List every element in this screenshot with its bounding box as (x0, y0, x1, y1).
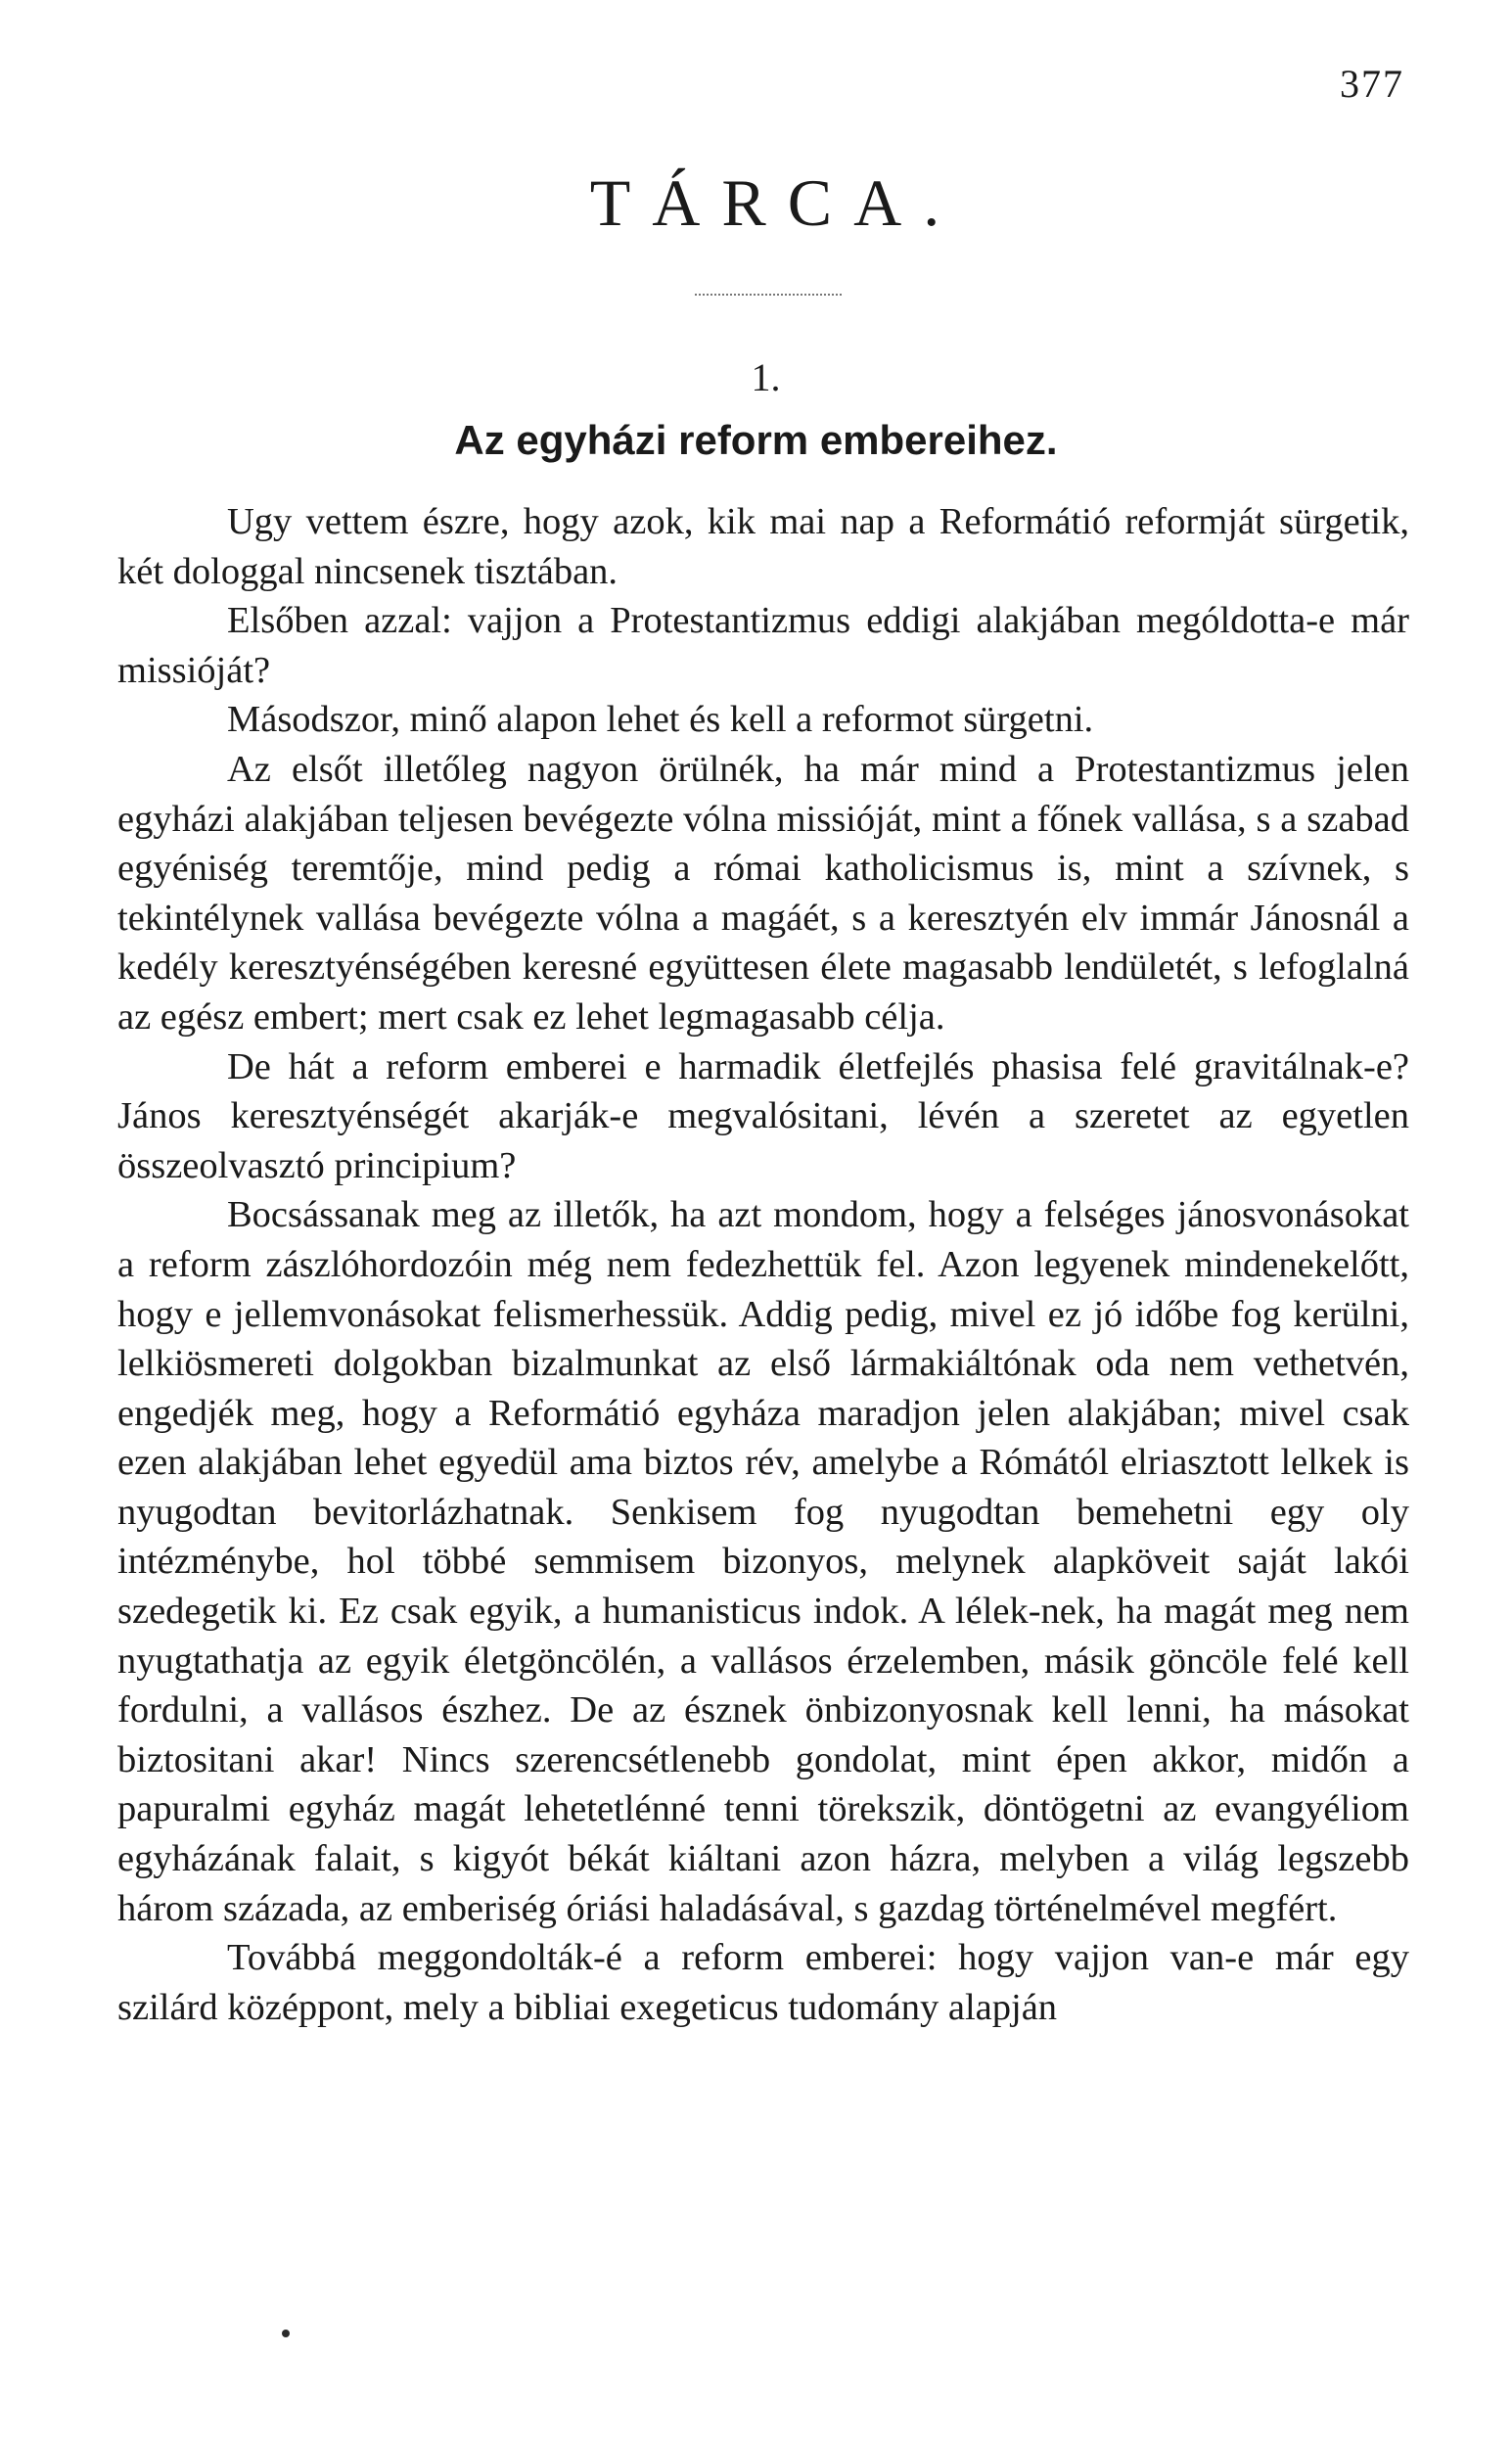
paragraph: Az elsőt illetőleg nagyon örülnék, ha már mind a Protestantizmus jelen egyházi alakjában teljesen bevégezte vólna missióját, mint a főnek vallása, s a szabad egyéniség teremtője, mind pedig a római katholicismus is, mint a szívnek, s tekintélynek vallása bevégezte vólna a magáét, s a keresztyén elv immár Jánosnál a kedély keresztyénségében keresné együttesen élete magasabb lendületét, s lefoglalná az egész embert; mert csak ez lehet legmagasabb célja. (117, 748, 1409, 1038)
title-divider (695, 294, 842, 296)
paragraph: De hát a reform emberei e harmadik életfejlés phasisa felé gravitálnak-e? János keresztyénségét akarják-e megvalósitani, lévén a szeretet az egyetlen összeolvasztó principium? (117, 1045, 1409, 1186)
article-heading: Az egyházi reform embereihez. (454, 417, 1058, 463)
article-number: 1. (751, 355, 781, 399)
article-body (117, 497, 1409, 2032)
paragraph: Ugy vettem észre, hogy azok, kik mai nap a Reformátió reformját sürgetik, két dologgal nincsenek tisztában. (117, 501, 1409, 592)
section-title: TÁRCA. (589, 165, 962, 240)
paragraph: Elsőben azzal: vajjon a Protestantizmus eddigi alakjában mególdotta-e már missióját? (117, 600, 1409, 691)
paragraph: Másodszor, minő alapon lehet és kell a reformot sürgetni. (227, 699, 1094, 741)
ink-dot (282, 2330, 290, 2337)
paragraph: Továbbá meggondolták-é a reform emberei: hogy vajjon van-e már egy szilárd középpont, mely a bibliai exegeticus tudomány alapján (117, 1937, 1409, 2028)
paragraph: Bocsássanak meg az illetők, ha azt mondom, hogy a felséges jánosvonásokat a reform zászlóhordozóin még nem fedezhettük fel. Azon legyenek mindenekelőtt, hogy e jellemvonásokat felismerhessük. Addig pedig, mivel ez jó időbe fog kerülni, lelkiösmereti dolgokban bizalmunkat az első lármakiáltónak oda nem vethetvén, engedjék meg, hogy a Reformátió egyháza maradjon jelen alakjában; mivel csak ezen alakjában lehet egyedül ama biztos rév, amelybe a Rómától elriasztott lelkek is nyugodtan bevitorlázhatnak. Senkisem fog nyugodtan bemehetni egy oly intézménybe, hol többé semmisem bizonyos, melynek alapköveit saját lakói szedegetik ki. Ez csak egyik, a humanisticus indok. A lélek-nek, ha magát meg nem nyugtathatja az egyik életgöncölén, a vallásos érzelemben, másik göncöle felé kell fordulni, a vallásos észhez. De az észnek önbizonyosnak kell lenni, ha másokat biztositani akar! Nincs szerencsétlenebb gondolat, mint épen akkor, midőn a papuralmi egyház magát lehetetlénné tenni törekszik, döntögetni az evangyéliom egyházának falait, s kigyót békát kiáltani azon házra, melyben a világ legszebb három százada, az emberiség óriási haladásával, s gazdag történelmével megfért. (117, 1194, 1409, 1929)
page-number: 377 (1340, 62, 1404, 106)
